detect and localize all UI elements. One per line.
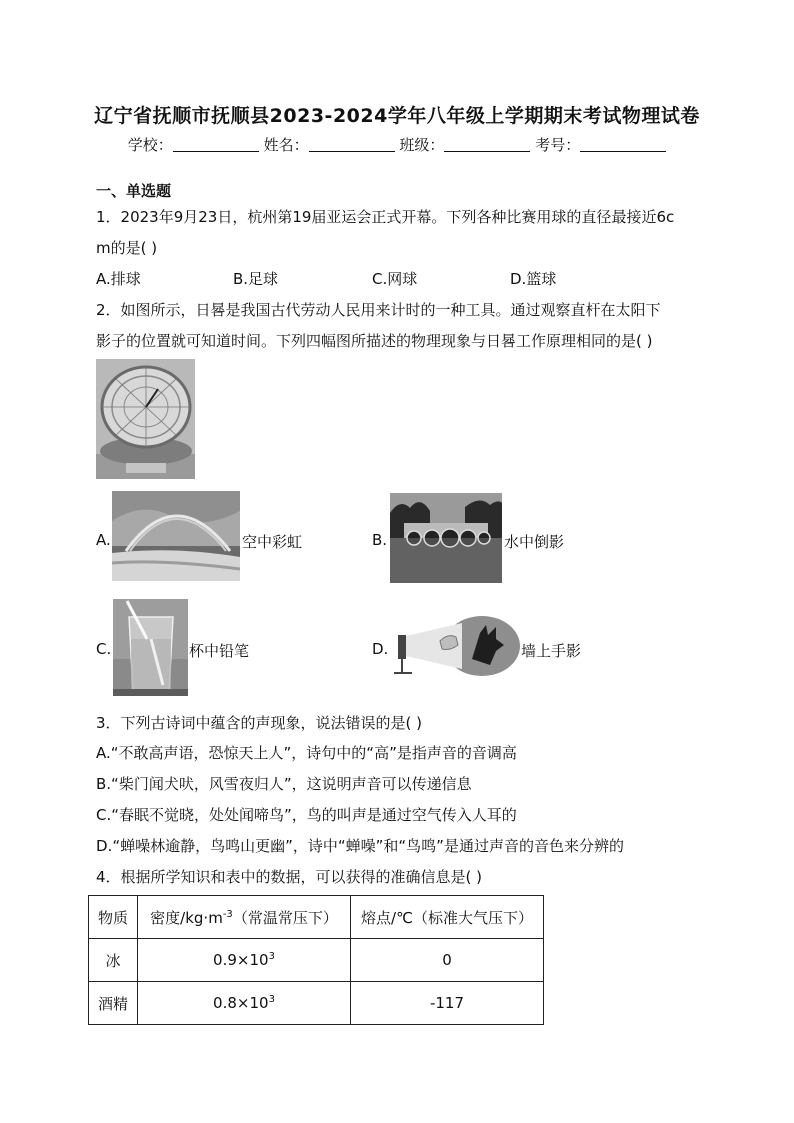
q2-stem-line2: 影子的位置就可知道时间。下列四幅图所描述的物理现象与日晷工作原理相同的是( )	[96, 332, 653, 350]
sundial-image	[96, 359, 195, 479]
cell-density	[138, 982, 351, 1025]
q1-option-a: A.排球	[96, 270, 141, 288]
page-title: 辽宁省抚顺市抚顺县2023-2024学年八年级上学期期末考试物理试卷	[94, 105, 700, 127]
cell-melting: 0	[351, 939, 544, 982]
q2-option-a-letter: A.	[96, 531, 111, 549]
q3-option-b: B.“柴门闻犬吠，风雪夜归人”，这说明声音可以传递信息	[96, 775, 472, 793]
cell-melting: -117	[351, 982, 544, 1025]
cell-density	[138, 939, 351, 982]
q3-option-a: A.“不敢高声语，恐惊天上人”，诗句中的“高”是指声音的音调高	[96, 744, 517, 762]
q1-stem-line1: 1．2023年9月23日，杭州第19届亚运会正式开幕。下列各种比赛用球的直径最接近6c	[96, 208, 675, 226]
q2-option-a-caption: 空中彩虹	[242, 533, 303, 551]
q2-option-c-caption: 杯中铅笔	[189, 642, 250, 660]
student-info-line	[0, 134, 794, 155]
header-melting: 熔点/℃（标准大气压下）	[351, 896, 544, 939]
header-substance: 物质	[89, 896, 138, 939]
density-base: 0.9×10	[213, 951, 269, 969]
q2-option-d-caption: 墙上手影	[521, 642, 582, 660]
number-label: 考号：	[535, 136, 581, 154]
q2-stem-line1: 2．如图所示，日晷是我国古代劳动人民用来计时的一种工具。通过观察直杆在太阳下	[96, 301, 661, 319]
q3-option-c: C.“春眠不觉晓，处处闻啼鸟”，鸟的叫声是通过空气传入人耳的	[96, 806, 517, 824]
section-heading: 一、单选题	[96, 182, 172, 200]
rainbow-image	[112, 491, 240, 581]
class-blank[interactable]	[444, 137, 530, 152]
header-density-sup: -3	[222, 908, 233, 920]
class-label: 班级：	[399, 136, 445, 154]
q1-option-b: B.足球	[233, 270, 279, 288]
school-label: 学校：	[127, 136, 173, 154]
hand-shadow-image	[392, 615, 520, 677]
density-exp: 3	[268, 951, 275, 962]
q1-option-d: D.篮球	[510, 270, 557, 288]
table-header-row	[89, 896, 544, 939]
density-exp: 3	[268, 994, 275, 1005]
q1-stem-line2: m的是( )	[96, 239, 158, 257]
bridge-reflection-image	[390, 493, 502, 583]
cell-substance: 酒精	[89, 982, 138, 1025]
header-density-condition: （常温常压下）	[232, 908, 338, 927]
table-row	[89, 982, 544, 1025]
number-blank[interactable]	[580, 137, 666, 152]
name-blank[interactable]	[309, 137, 395, 152]
pencil-in-cup-image	[113, 599, 188, 696]
header-density	[138, 896, 351, 939]
q1-option-c: C.网球	[372, 270, 418, 288]
q4-stem: 4．根据所学知识和表中的数据，可以获得的准确信息是( )	[96, 868, 483, 886]
school-blank[interactable]	[173, 137, 259, 152]
table-row	[89, 939, 544, 982]
name-label: 姓名：	[263, 136, 309, 154]
q2-option-b-letter: B.	[372, 531, 388, 549]
q2-option-d-letter: D.	[372, 640, 389, 658]
q4-data-table	[88, 895, 544, 1025]
q3-option-d: D.“蝉噪林逾静，鸟鸣山更幽”，诗中“蝉噪”和“鸟鸣”是通过声音的音色来分辨的	[96, 837, 624, 855]
header-density-unit: 密度/kg·m	[150, 908, 223, 927]
q2-option-c-letter: C.	[96, 640, 112, 658]
q2-option-b-caption: 水中倒影	[504, 533, 565, 551]
cell-substance: 冰	[89, 939, 138, 982]
q3-stem: 3．下列古诗词中蕴含的声现象，说法错误的是( )	[96, 714, 423, 732]
density-base: 0.8×10	[213, 994, 269, 1012]
